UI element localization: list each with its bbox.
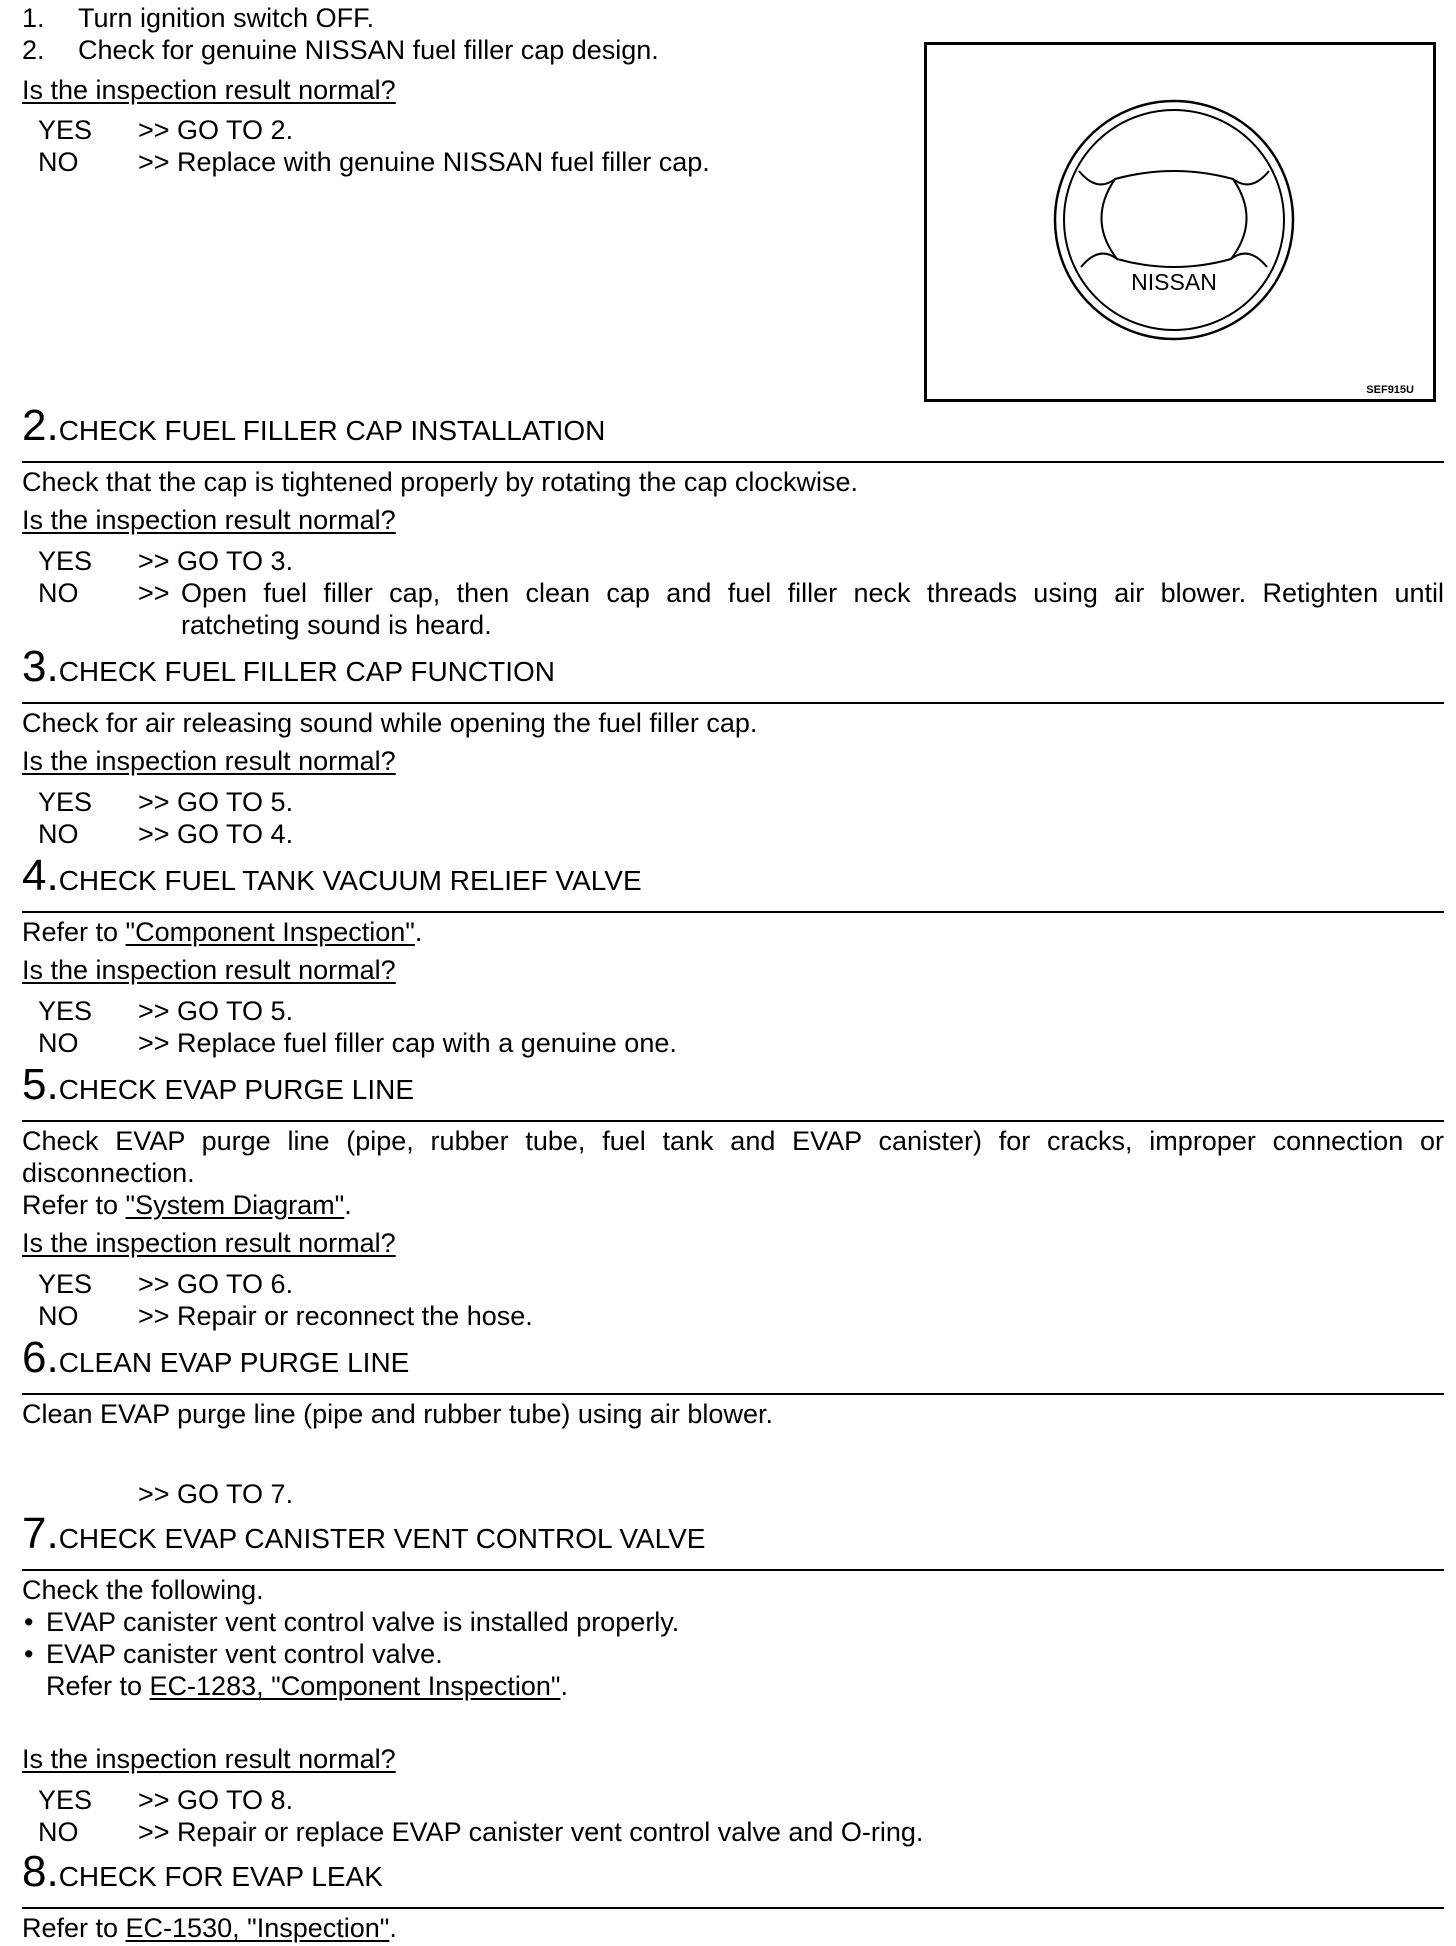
step5-heading (22, 1060, 414, 1112)
step5-body-line2: disconnection. (22, 1158, 195, 1188)
step7-refer-suffix: . (560, 1671, 568, 1701)
step4-title: CHECK FUEL TANK VACUUM RELIEF VALVE (58, 865, 642, 896)
step6-divider (22, 1393, 1444, 1395)
step1-no-action: >> Replace with genuine NISSAN fuel filler cap. (138, 147, 710, 177)
step2-divider (22, 461, 1444, 463)
step4-no-label: NO (38, 1028, 79, 1058)
step2-question: Is the inspection result normal? (22, 505, 396, 535)
step8-refer (22, 1912, 397, 1944)
step5-body-line1: Check EVAP purge line (pipe, rubber tube, fuel tank and EVAP canister) for cracks, improper connection or (22, 1126, 1444, 1156)
step1-item-1-text: Turn ignition switch OFF. (78, 3, 375, 33)
step1-item-2-number: 2. (22, 35, 45, 65)
step1-item-2-text: Check for genuine NISSAN fuel filler cap design. (78, 35, 659, 65)
step2-yes-action: >> GO TO 3. (138, 546, 294, 576)
step3-question: Is the inspection result normal? (22, 746, 396, 776)
step5-question: Is the inspection result normal? (22, 1228, 396, 1258)
step2-number: 2. (22, 401, 59, 450)
step7-title: CHECK EVAP CANISTER VENT CONTROL VALVE (58, 1523, 706, 1554)
step2-yes-label: YES (38, 546, 93, 576)
component-inspection-link[interactable]: "Component Inspection" (125, 917, 415, 947)
step1-item-1-number: 1. (22, 3, 45, 33)
step7-bullet-2: EVAP canister vent control valve. (46, 1639, 443, 1669)
step7-yes-action: >> GO TO 8. (138, 1785, 294, 1815)
step7-no-action: >> Repair or replace EVAP canister vent control valve and O-ring. (138, 1817, 924, 1847)
step1-question: Is the inspection result normal? (22, 75, 396, 105)
step6-goto: >> GO TO 7. (138, 1479, 294, 1509)
step7-bullet-2-mark: • (24, 1639, 34, 1669)
step2-no-label: NO (38, 578, 79, 608)
step8-divider (22, 1907, 1444, 1909)
step5-refer-suffix: . (344, 1190, 352, 1220)
step7-refer (46, 1670, 568, 1702)
step1-no-label: NO (38, 147, 79, 177)
ec-1530-inspection-link[interactable]: EC-1530, "Inspection" (125, 1913, 390, 1943)
step2-no-action-line2: ratcheting sound is heard. (181, 610, 492, 640)
step3-body: Check for air releasing sound while opening the fuel filler cap. (22, 708, 758, 738)
step5-no-action: >> Repair or reconnect the hose. (138, 1301, 533, 1331)
step8-heading (22, 1847, 383, 1899)
step8-title: CHECK FOR EVAP LEAK (58, 1861, 383, 1892)
fuel-filler-cap-figure (924, 42, 1436, 402)
step1-yes-label: YES (38, 115, 93, 145)
fuel-filler-cap-illustration (927, 45, 1433, 399)
step2-heading (22, 401, 606, 453)
step7-body: Check the following. (22, 1575, 264, 1605)
step7-bullet-1: EVAP canister vent control valve is installed properly. (46, 1607, 680, 1637)
step5-divider (22, 1120, 1444, 1122)
step5-title: CHECK EVAP PURGE LINE (58, 1074, 414, 1105)
step2-title: CHECK FUEL FILLER CAP INSTALLATION (58, 415, 606, 446)
step4-refer-suffix: . (414, 917, 423, 947)
step4-refer (22, 916, 422, 948)
step4-divider (22, 911, 1444, 913)
step3-heading (22, 642, 556, 694)
step3-yes-action: >> GO TO 5. (138, 787, 294, 817)
step3-yes-label: YES (38, 787, 93, 817)
step7-yes-label: YES (38, 1785, 93, 1815)
step2-no-action-line1: Open fuel filler cap, then clean cap and fuel filler neck threads using air blower. Retighten until (181, 578, 1444, 608)
step7-refer-prefix: Refer to (46, 1671, 150, 1701)
step8-refer-prefix: Refer to (22, 1913, 126, 1943)
cap-brand-text: NISSAN (1131, 269, 1217, 295)
step7-divider (22, 1569, 1444, 1571)
step6-number: 6. (22, 1333, 59, 1382)
step7-heading (22, 1509, 706, 1561)
step8-number: 8. (22, 1847, 59, 1896)
step5-yes-label: YES (38, 1269, 93, 1299)
step5-refer (22, 1189, 352, 1221)
step1-yes-action: >> GO TO 2. (138, 115, 294, 145)
step6-title: CLEAN EVAP PURGE LINE (58, 1347, 410, 1378)
step4-yes-label: YES (38, 996, 93, 1026)
step5-yes-action: >> GO TO 6. (138, 1269, 294, 1299)
step6-heading (22, 1333, 410, 1385)
step3-no-action: >> GO TO 4. (138, 819, 294, 849)
step4-no-action: >> Replace fuel filler cap with a genuine one. (138, 1028, 677, 1058)
step7-bullet-1-mark: • (24, 1607, 34, 1637)
step8-refer-suffix: . (389, 1913, 397, 1943)
step4-heading (22, 851, 642, 903)
step4-yes-action: >> GO TO 5. (138, 996, 294, 1026)
step3-divider (22, 702, 1444, 704)
step7-question: Is the inspection result normal? (22, 1744, 396, 1774)
step7-number: 7. (22, 1509, 59, 1558)
step4-refer-prefix: Refer to (22, 917, 126, 947)
system-diagram-link[interactable]: "System Diagram" (125, 1190, 345, 1220)
step5-refer-prefix: Refer to (22, 1190, 126, 1220)
step5-no-label: NO (38, 1301, 79, 1331)
step2-no-prefix: >> (138, 578, 170, 608)
step5-number: 5. (22, 1060, 59, 1109)
step3-title: CHECK FUEL FILLER CAP FUNCTION (58, 656, 556, 687)
step2-body: Check that the cap is tightened properly by rotating the cap clockwise. (22, 467, 858, 497)
step7-no-label: NO (38, 1817, 79, 1847)
step4-number: 4. (22, 851, 59, 900)
step6-body: Clean EVAP purge line (pipe and rubber tube) using air blower. (22, 1399, 773, 1429)
step3-no-label: NO (38, 819, 79, 849)
figure-code: SEF915U (1366, 384, 1414, 396)
ec-1283-component-inspection-link[interactable]: EC-1283, "Component Inspection" (149, 1671, 561, 1701)
step3-number: 3. (22, 642, 59, 691)
step4-question: Is the inspection result normal? (22, 955, 396, 985)
